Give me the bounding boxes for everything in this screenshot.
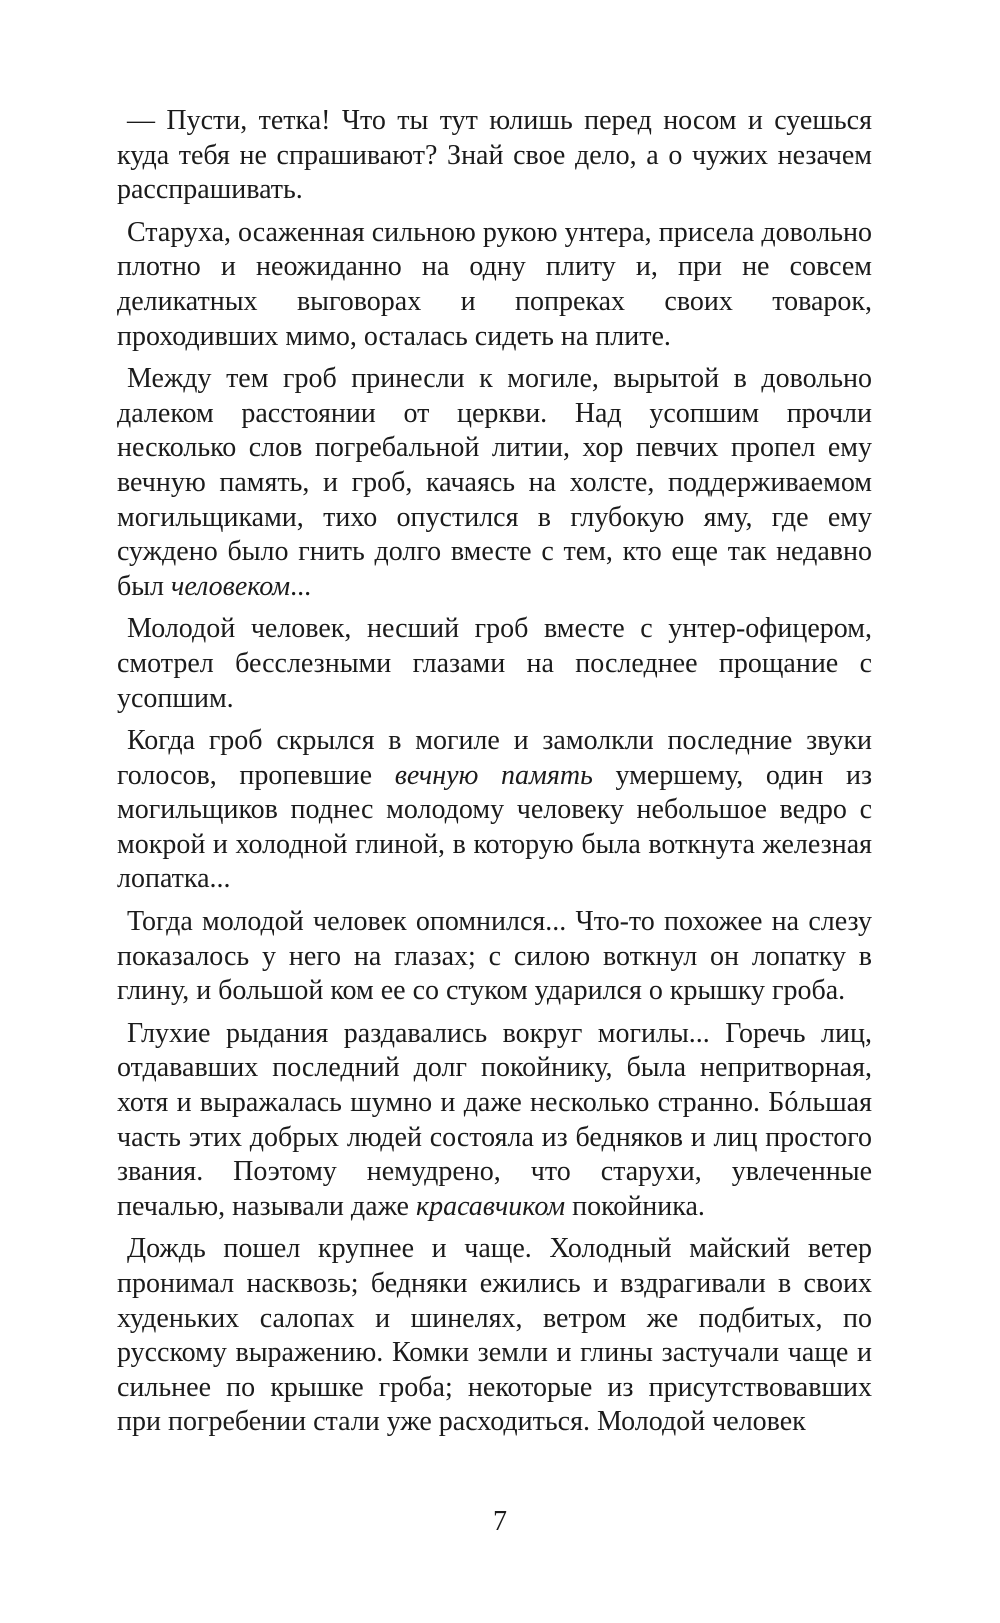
- paragraph-text: ...: [290, 570, 312, 602]
- paragraph: [117, 362, 872, 604]
- italic-phrase: человеком: [171, 570, 291, 602]
- paragraph-text: умершему, один из могильщиков поднес молодому человеку небольшое ведро с мокрой и холодной глиной, в которую была воткнута железная лопатка...: [117, 759, 873, 895]
- paragraph-text: Глухие рыдания раздавались вокруг могилы... Горечь лиц, отдававших последний долг покойнику, была непритворная, хотя и выражалась шумно и даже несколько странно. Бóльшая часть этих добрых людей состояла из бедняков и лиц простого звания. Поэтому немудрено, что старухи, увлеченные печалью, называли даже: [117, 1017, 872, 1222]
- paragraph: — Пусти, тетка! Что ты тут юлишь перед носом и суешься куда тебя не спрашивают? Знай свое дело, а о чужих незачем расспрашивать.: [117, 105, 872, 206]
- paragraph: Тогда молодой человек опомнился... Что-то похожее на слезу показалось у него на глазах; с силою воткнул он лопатку в глину, и большой ком ее со стуком ударился о крышку гроба.: [117, 906, 872, 1007]
- paragraph: [117, 724, 872, 897]
- italic-phrase: вечную память: [394, 759, 593, 791]
- page-number: 7: [493, 1506, 507, 1537]
- italic-phrase: красавчиком: [415, 1190, 566, 1222]
- page-text: [117, 104, 872, 1440]
- paragraph: Дождь пошел крупнее и чаще. Холодный майский ветер пронимал насквозь; бедняки ежились и вздрагивали в своих худеньких салопах и шинелях, ветром же подбитых, по русскому выражению. Комки земли и глины застучали чаще и сильнее по крышке гроба; некоторые из присутствовавших при погребении стали уже расходиться. Молодой человек: [117, 1233, 872, 1438]
- paragraph: Молодой человек, несший гроб вместе с унтер-офицером, смотрел бесслезными глазами на последнее прощание с усопшим.: [117, 613, 872, 714]
- paragraph-text: покойника.: [565, 1190, 705, 1222]
- paragraph-text: Когда гроб скрылся в могиле и замолкли последние звуки голосов, пропевшие: [117, 725, 872, 791]
- paragraph: [117, 1017, 872, 1225]
- paragraph-text: Между тем гроб принесли к могиле, вырытой в довольно далеком расстоянии от церкви. Над усопшим прочли несколько слов погребальной литии, хор певчих пропел ему вечную память, и гроб, качаясь на холсте, поддерживаемом могильщиками, тихо опустился в глубокую яму, где ему суждено было гнить долго вместе с тем, кто еще так недавно был: [117, 363, 872, 602]
- paragraph: Старуха, осаженная сильною рукою унтера, присела довольно плотно и неожиданно на одну плиту и, при не совсем деликатных выговорах и попреках своих товарок, проходивших мимо, осталась сидеть на плите.: [117, 216, 872, 352]
